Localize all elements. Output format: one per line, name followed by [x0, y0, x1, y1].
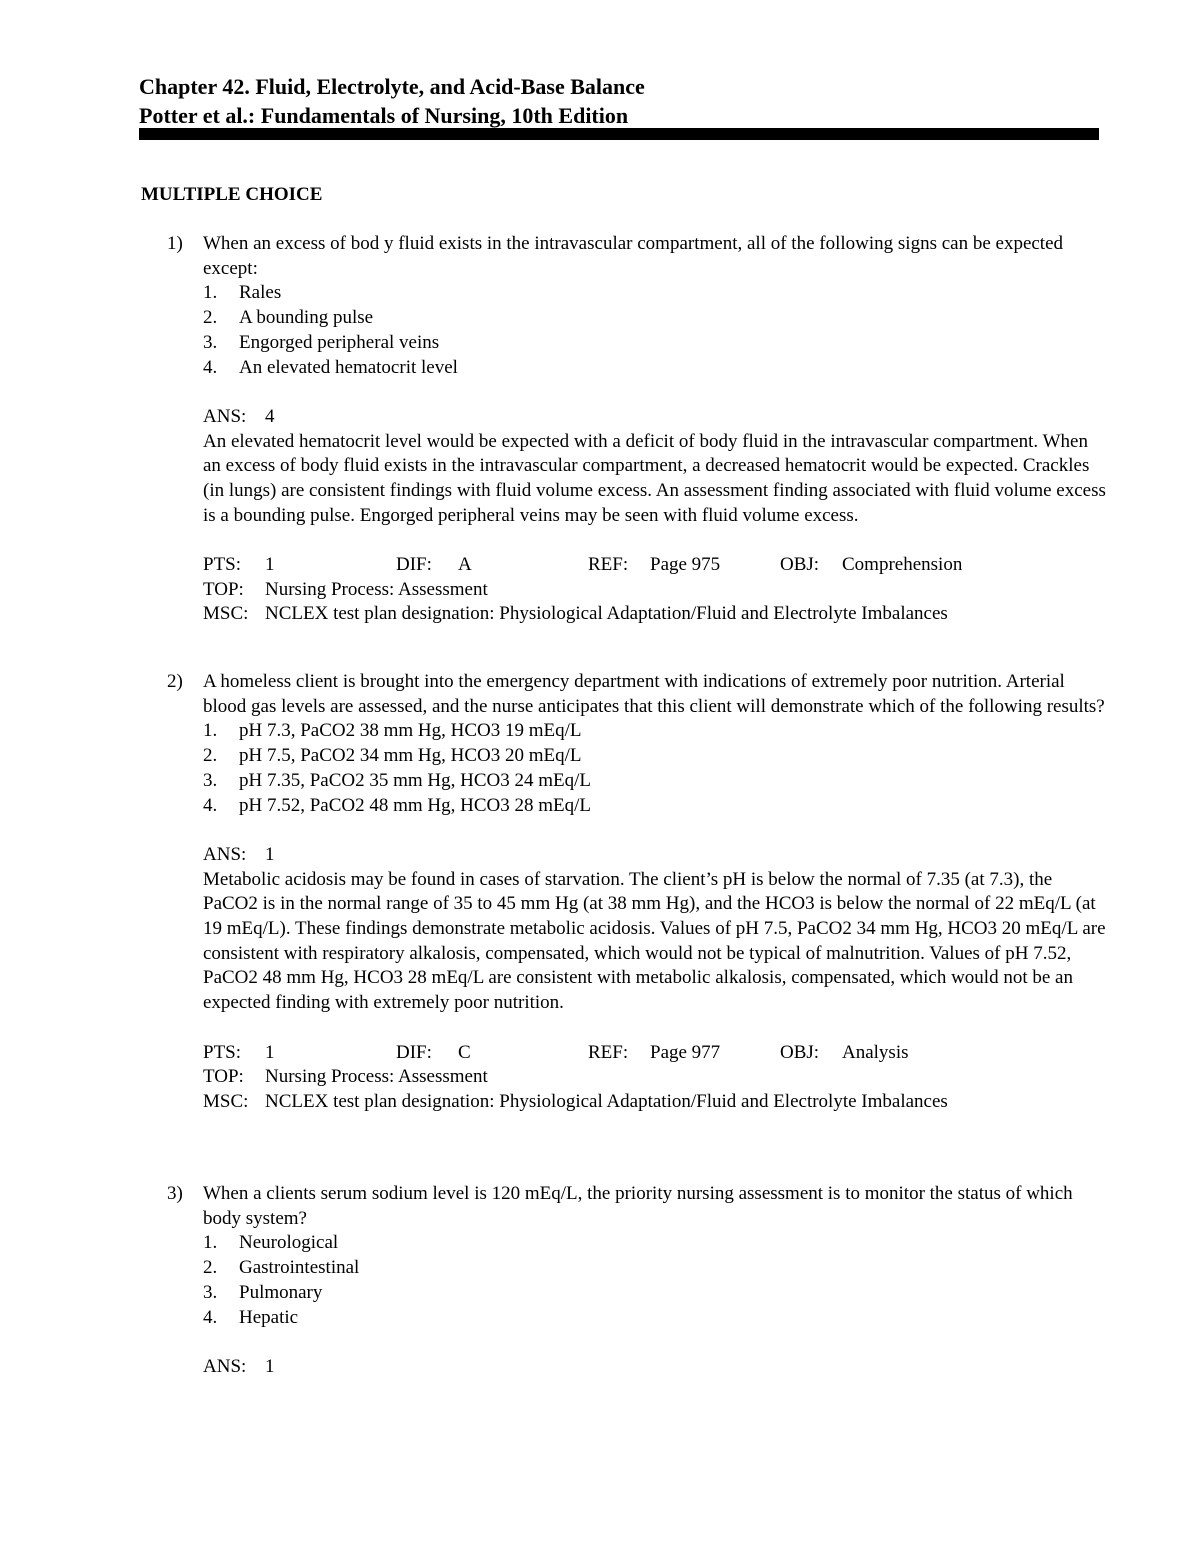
option-item [203, 356, 1107, 381]
option-item [203, 794, 1107, 819]
option-text: pH 7.5, PaCO2 34 mm Hg, HCO3 20 mEq/L [239, 745, 582, 767]
book-title: Potter et al.: Fundamentals of Nursing, 10th Edition [139, 103, 629, 128]
option-text: Engorged peripheral veins [239, 331, 440, 353]
answer-value: 1 [265, 1355, 275, 1377]
answer-label: ANS: [203, 405, 247, 427]
option-list [203, 1231, 1107, 1330]
ref-label: REF: [588, 1041, 629, 1063]
obj-value: Analysis [842, 1041, 909, 1063]
dif-label: DIF: [396, 1041, 432, 1063]
option-number: 3. [203, 769, 218, 791]
question-stem: When a clients serum sodium level is 120 mEq/L, the priority nursing assessment is to monitor the status of which body system? [203, 1183, 1073, 1229]
option-number: 4. [203, 1306, 218, 1328]
header-rule [139, 128, 1099, 140]
ref-value: Page 975 [650, 554, 721, 576]
option-text: Gastrointestinal [239, 1257, 360, 1279]
document-header [139, 72, 1099, 130]
pts-label: PTS: [203, 554, 242, 576]
option-item [203, 769, 1107, 794]
option-text: Hepatic [239, 1306, 299, 1328]
question-3 [167, 1182, 1107, 1380]
top-value: Nursing Process: Assessment [265, 1066, 488, 1088]
question-number: 2) [167, 671, 183, 692]
option-number: 4. [203, 794, 218, 816]
section-heading: MULTIPLE CHOICE [141, 184, 323, 205]
rationale-text: Metabolic acidosis may be found in cases of starvation. The client’s pH is below the normal of 7.35 (at 7.3), the PaCO2 is in the normal range of 35 to 45 mm Hg (at 38 mm Hg), and the HCO3 is below the normal of 22 mEq/L (at 19 mEq/L). These findings demonstrate metabolic acidosis. Values of pH 7.5, PaCO2 34 mm Hg, HCO3 20 mEq/L are consistent with respiratory alkalosis, compensated, which would not be typical of malnutrition. Values of pH 7.52, PaCO2 48 mm Hg, HCO3 28 mEq/L are consistent with metabolic alkalosis, compensated, which would not be an expected finding with extremely poor nutrition. [203, 868, 1106, 1014]
obj-label: OBJ: [780, 1041, 820, 1063]
answer-row [203, 405, 1107, 430]
metadata-row [203, 553, 1107, 578]
topic-row [203, 578, 1107, 603]
option-number: 3. [203, 331, 218, 353]
option-text: pH 7.3, PaCO2 38 mm Hg, HCO3 19 mEq/L [239, 720, 582, 742]
question-stem: When an excess of bod y fluid exists in the intravascular compartment, all of the following signs can be expected except: [203, 233, 1064, 279]
answer-label: ANS: [203, 1355, 247, 1377]
option-number: 2. [203, 1257, 218, 1279]
option-item [203, 306, 1107, 331]
question-stem: A homeless client is brought into the emergency department with indications of extremely poor nutrition. Arterial blood gas levels are assessed, and the nurse anticipates that this client will demonstrate which of the following results? [203, 671, 1105, 717]
top-label: TOP: [203, 578, 244, 600]
option-text: pH 7.35, PaCO2 35 mm Hg, HCO3 24 mEq/L [239, 769, 592, 791]
option-text: A bounding pulse [239, 307, 374, 329]
answer-value: 4 [265, 405, 275, 427]
option-item [203, 281, 1107, 306]
option-text: Pulmonary [239, 1281, 323, 1303]
metadata-row [203, 1041, 1107, 1066]
option-text: Rales [239, 282, 282, 304]
option-list [203, 281, 1107, 380]
option-number: 2. [203, 745, 218, 767]
msc-label: MSC: [203, 1090, 249, 1112]
question-1 [167, 232, 1107, 627]
pts-label: PTS: [203, 1041, 242, 1063]
ref-value: Page 977 [650, 1041, 721, 1063]
obj-value: Comprehension [842, 554, 963, 576]
option-item [203, 1231, 1107, 1256]
top-value: Nursing Process: Assessment [265, 578, 488, 600]
pts-value: 1 [265, 1041, 275, 1063]
dif-label: DIF: [396, 554, 432, 576]
rationale-text: An elevated hematocrit level would be expected with a deficit of body fluid in the intravascular compartment. When an excess of body fluid exists in the intravascular compartment, a decreased hematocrit would be expected. Crackles (in lungs) are consistent findings with fluid volume excess. An assessment finding associated with fluid volume excess is a bounding pulse. Engorged peripheral veins may be seen with fluid volume excess. [203, 430, 1106, 526]
option-number: 1. [203, 1232, 218, 1254]
answer-row [203, 1355, 1107, 1380]
msc-row [203, 1090, 1107, 1115]
topic-row [203, 1065, 1107, 1090]
option-item [203, 719, 1107, 744]
question-number: 1) [167, 233, 183, 254]
msc-row [203, 602, 1107, 627]
option-list [203, 719, 1107, 818]
option-number: 3. [203, 1281, 218, 1303]
top-label: TOP: [203, 1066, 244, 1088]
question-number: 3) [167, 1183, 183, 1204]
msc-label: MSC: [203, 603, 249, 625]
option-number: 1. [203, 720, 218, 742]
msc-value: NCLEX test plan designation: Physiological Adaptation/Fluid and Electrolyte Imbalances [265, 603, 948, 625]
option-item [203, 1306, 1107, 1331]
option-number: 4. [203, 356, 218, 378]
option-item [203, 331, 1107, 356]
ref-label: REF: [588, 554, 629, 576]
option-number: 1. [203, 282, 218, 304]
option-item [203, 744, 1107, 769]
question-2 [167, 670, 1107, 1115]
msc-value: NCLEX test plan designation: Physiological Adaptation/Fluid and Electrolyte Imbalances [265, 1090, 948, 1112]
option-item [203, 1281, 1107, 1306]
pts-value: 1 [265, 554, 275, 576]
option-item [203, 1256, 1107, 1281]
chapter-title: Chapter 42. Fluid, Electrolyte, and Acid-Base Balance [139, 74, 645, 99]
answer-row [203, 843, 1107, 868]
option-text: Neurological [239, 1232, 339, 1254]
option-text: pH 7.52, PaCO2 48 mm Hg, HCO3 28 mEq/L [239, 794, 592, 816]
obj-label: OBJ: [780, 554, 820, 576]
answer-value: 1 [265, 843, 275, 865]
answer-label: ANS: [203, 843, 247, 865]
dif-value: C [458, 1041, 471, 1063]
option-text: An elevated hematocrit level [239, 356, 458, 378]
option-number: 2. [203, 307, 218, 329]
dif-value: A [458, 554, 472, 576]
